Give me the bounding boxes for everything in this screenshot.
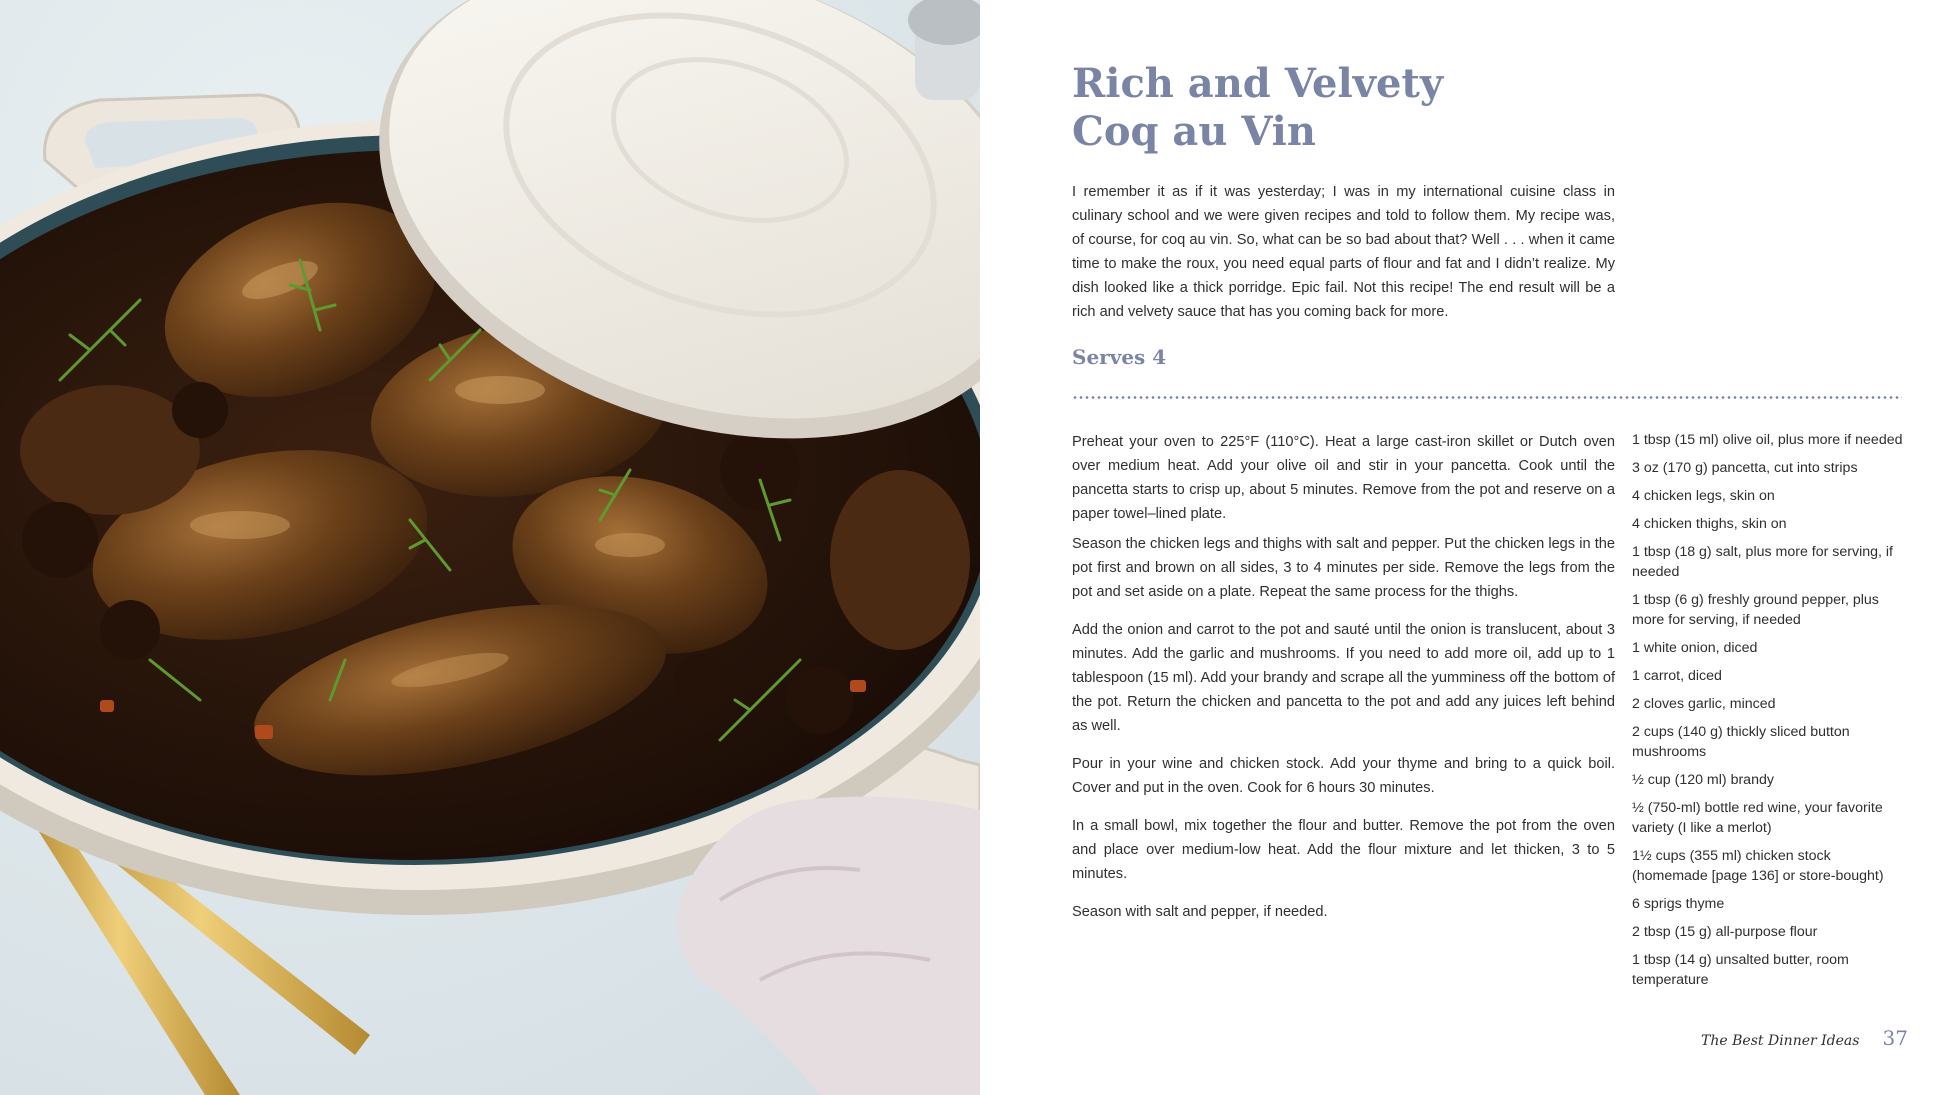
page-number: 37 bbox=[1882, 1026, 1908, 1050]
book-title: The Best Dinner Ideas bbox=[1701, 1033, 1860, 1049]
method-step: In a small bowl, mix together the flour and butter. Remove the pot from the oven and place over medium-low heat. Add the flour mixture and let thicken, 3 to 5 minutes. bbox=[1072, 818, 1615, 882]
recipe-title bbox=[1072, 60, 1672, 156]
ingredient-item: 3 oz (170 g) pancetta, cut into strips bbox=[1632, 460, 1858, 476]
ingredient-list bbox=[1632, 430, 1904, 998]
ingredient-item: 1 white onion, diced bbox=[1632, 640, 1758, 656]
ingredient-item: 1 carrot, diced bbox=[1632, 668, 1722, 684]
recipe-title-line1: Rich and Velvety bbox=[1072, 60, 1444, 107]
ingredient-item: 2 cups (140 g) thickly sliced button mushrooms bbox=[1632, 724, 1850, 760]
ingredient-item: 4 chicken legs, skin on bbox=[1632, 488, 1775, 504]
page-footer bbox=[1701, 1026, 1908, 1050]
serves-label: Serves 4 bbox=[1072, 345, 1167, 369]
ingredient-item: 6 sprigs thyme bbox=[1632, 896, 1725, 912]
method-step: Pour in your wine and chicken stock. Add your thyme and bring to a quick boil. Cover and put in the oven. Cook for 6 hours 30 minutes. bbox=[1072, 756, 1615, 796]
ingredient-item: 2 tbsp (15 g) all-purpose flour bbox=[1632, 924, 1818, 940]
recipe-intro: I remember it as if it was yesterday; I was in my international cuisine class in culinary school and we were given recipes and told to follow them. My recipe was, of course, for coq au vin. So, what can be so bad about that? Well . . . when it came time to make the roux, you need equal parts of flour and fat and I didn’t realize. My dish looked like a thick porridge. Epic fail. Not this recipe! The end result will be a rich and velvety sauce that has you coming back for more. bbox=[1072, 184, 1615, 320]
ingredient-item: 2 cloves garlic, minced bbox=[1632, 696, 1776, 712]
ingredient-item: 4 chicken thighs, skin on bbox=[1632, 516, 1787, 532]
recipe-title-line2: Coq au Vin bbox=[1072, 108, 1316, 155]
method-step: Preheat your oven to 225°F (110°C). Heat a large cast-iron skillet or Dutch oven over medium heat. Add your olive oil and stir in your pancetta. Cook until the pancetta starts to crisp up, about 5 minutes. Remove from the pot and reserve on a paper towel–lined plate. bbox=[1072, 434, 1615, 522]
ingredient-item: ½ cup (120 ml) brandy bbox=[1632, 772, 1774, 788]
method-step: Add the onion and carrot to the pot and sauté until the onion is translucent, about 3 minutes. Add the garlic and mushrooms. If you need to add more oil, add up to 1 tablespoon (15 ml). Add your brandy and scrape all the yumminess off the bottom of the pot. Return the chicken and pancetta to the pot and add any juices left behind as well. bbox=[1072, 622, 1615, 734]
ingredient-item: 1 tbsp (18 g) salt, plus more for serving, if needed bbox=[1632, 544, 1894, 580]
ingredient-item: 1 tbsp (6 g) freshly ground pepper, plus more for serving, if needed bbox=[1632, 592, 1879, 628]
ingredient-item: 1 tbsp (14 g) unsalted butter, room temperature bbox=[1632, 952, 1849, 988]
method-step: Season with salt and pepper, if needed. bbox=[1072, 904, 1328, 920]
ingredient-item: 1½ cups (355 ml) chicken stock (homemade [page 136] or store-bought) bbox=[1632, 848, 1884, 884]
ingredient-item: 1 tbsp (15 ml) olive oil, plus more if needed bbox=[1632, 432, 1903, 448]
recipe-page bbox=[980, 0, 1946, 1095]
ingredient-item: ½ (750-ml) bottle red wine, your favorite variety (I like a merlot) bbox=[1632, 800, 1883, 836]
method-step: Season the chicken legs and thighs with salt and pepper. Put the chicken legs in the pot first and brown on all sides, 3 to 4 minutes per side. Remove the legs from the pot and set aside on a plate. Repeat the same process for the thighs. bbox=[1072, 536, 1615, 600]
method-steps bbox=[1072, 430, 1615, 924]
dotted-divider bbox=[1072, 396, 1902, 399]
